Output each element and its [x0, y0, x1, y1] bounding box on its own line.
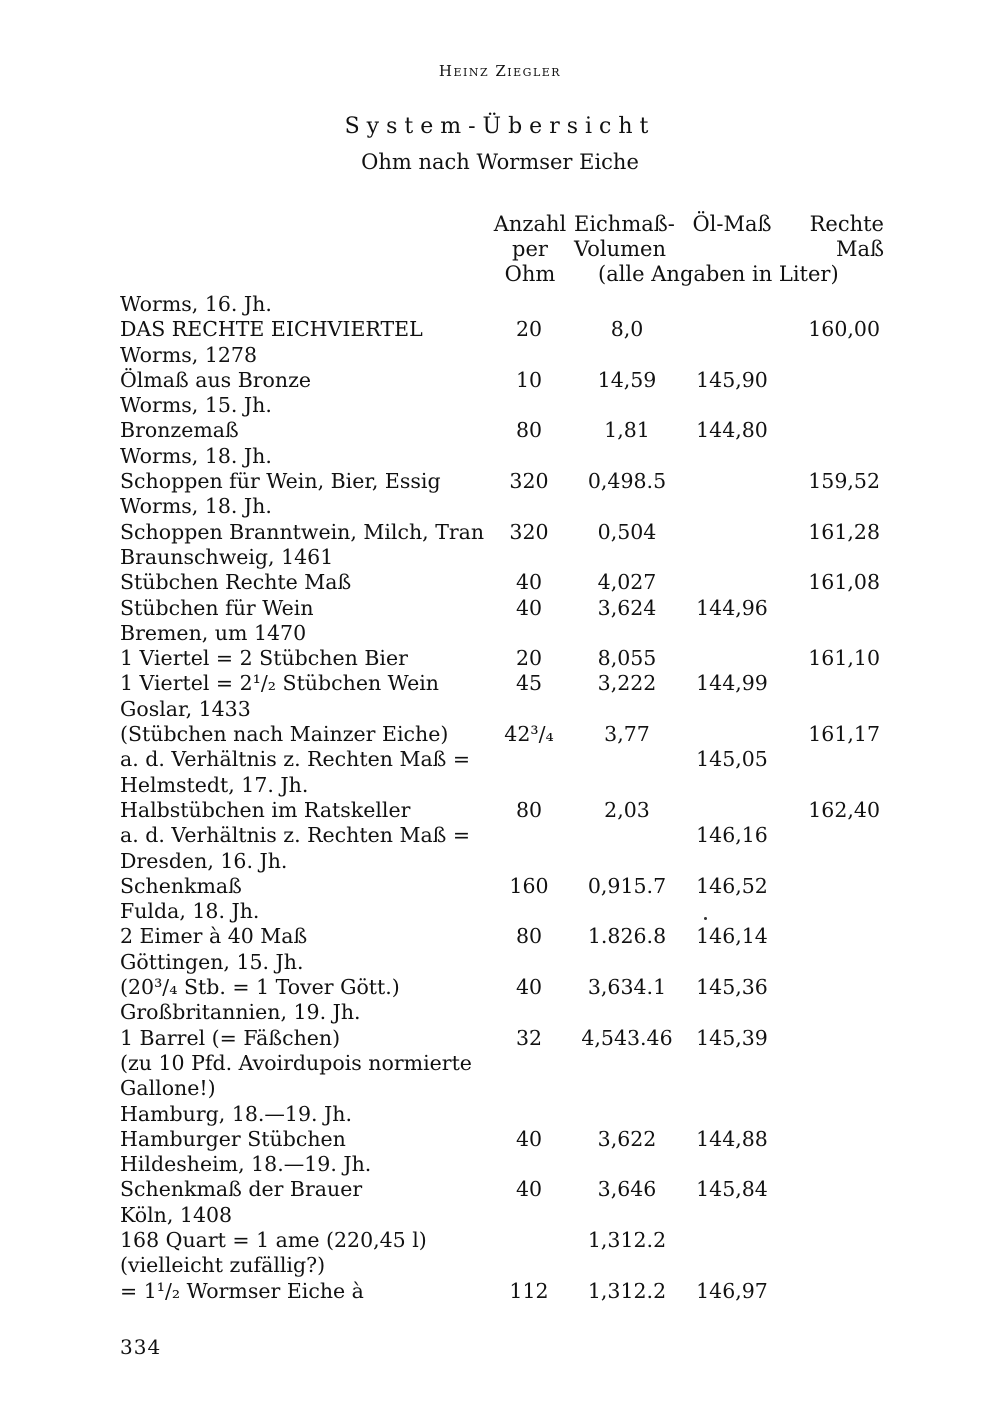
table-row: [0, 1253, 1000, 1278]
row-label: Schenkmaß: [120, 873, 242, 898]
row-volume: 1.826.8: [587, 924, 667, 949]
table-row: [0, 722, 1000, 747]
row-right: 161,08: [808, 570, 880, 595]
table-row: [0, 646, 1000, 671]
row-volume: 3,646: [597, 1177, 657, 1202]
table-row: [0, 950, 1000, 975]
row-label: a. d. Verhältnis z. Rechten Maß =: [120, 747, 471, 772]
row-count: 40: [515, 595, 543, 620]
row-right: 162,40: [808, 797, 880, 822]
row-label: Worms, 16. Jh.: [120, 292, 272, 316]
row-volume: 1,312.2: [587, 1227, 667, 1252]
row-oil: 144,99: [696, 671, 768, 696]
table-row: [0, 697, 1000, 722]
row-right: 160,00: [808, 317, 880, 342]
table-row: [0, 393, 1000, 418]
table-row: [0, 469, 1000, 494]
row-volume: 4,543.46: [581, 1025, 673, 1050]
table-row: [0, 418, 1000, 443]
row-count: 40: [515, 1177, 543, 1202]
row-oil: 144,96: [696, 595, 768, 620]
table-row: [0, 1127, 1000, 1152]
column-header-volume: Eichmaß- Volumen: [574, 212, 675, 261]
table-row: [0, 1228, 1000, 1253]
row-right: 159,52: [808, 469, 880, 494]
row-oil: 146,14: [696, 924, 768, 949]
row-volume: 3,624: [597, 595, 657, 620]
row-label: Worms, 18. Jh.: [120, 443, 272, 468]
table-row: [0, 773, 1000, 798]
row-oil: 144,88: [696, 1126, 768, 1151]
row-label: Hildesheim, 18.—19. Jh.: [120, 1152, 372, 1177]
row-oil: 145,36: [696, 975, 768, 1000]
table-row: [0, 975, 1000, 1000]
row-volume: 1,312.2: [587, 1278, 667, 1303]
row-count: 40: [515, 975, 543, 1000]
row-count: 80: [515, 924, 543, 949]
row-label: Stübchen für Wein: [120, 595, 314, 620]
row-count: 80: [515, 797, 543, 822]
stray-dot: [704, 917, 707, 920]
row-label: Worms, 15. Jh.: [120, 393, 272, 418]
row-oil: 146,16: [696, 823, 768, 848]
row-label: Schenkmaß der Brauer: [120, 1177, 363, 1202]
row-oil: 144,80: [696, 418, 768, 443]
table-row: [0, 1279, 1000, 1304]
row-label: Dresden, 16. Jh.: [120, 848, 288, 873]
row-volume: 14,59: [597, 367, 657, 392]
row-label: 1 Viertel = 2 Stübchen Bier: [120, 646, 408, 671]
page-title: System-Übersicht: [344, 114, 656, 139]
row-label: (zu 10 Pfd. Avoirdupois normierte: [120, 1050, 472, 1075]
row-label: Hamburger Stübchen: [120, 1126, 346, 1151]
table-row: [0, 1102, 1000, 1127]
row-volume: 3,634.1: [587, 975, 667, 1000]
row-count: 80: [515, 418, 543, 443]
page-number: 334: [120, 1335, 162, 1359]
table-row: [0, 924, 1000, 949]
row-right: 161,17: [808, 722, 880, 747]
table-row: [0, 343, 1000, 368]
row-label: Goslar, 1433: [120, 696, 251, 721]
row-label: (vielleicht zufällig?): [120, 1253, 326, 1278]
row-count: 320: [509, 469, 549, 494]
row-label: Braunschweig, 1461: [120, 544, 334, 569]
row-oil: 145,84: [696, 1177, 768, 1202]
row-count: 10: [515, 367, 543, 392]
row-label: (Stübchen nach Mainzer Eiche): [120, 722, 449, 747]
row-count: 20: [515, 646, 543, 671]
row-count: 20: [515, 317, 543, 342]
table-row: [0, 671, 1000, 696]
row-oil: 146,97: [696, 1278, 768, 1303]
row-volume: 1,81: [604, 418, 650, 443]
row-volume: 0,498.5: [587, 469, 667, 494]
row-oil: 145,05: [696, 747, 768, 772]
row-label: Ölmaß aus Bronze: [120, 367, 312, 392]
row-oil: 146,52: [696, 873, 768, 898]
table-row: [0, 874, 1000, 899]
row-label: Bremen, um 1470: [120, 620, 307, 645]
table-row: [0, 1000, 1000, 1025]
row-oil: 145,39: [696, 1025, 768, 1050]
row-label: 168 Quart = 1 ame (220,45 l): [120, 1227, 427, 1252]
row-label: Köln, 1408: [120, 1202, 233, 1227]
row-count: 42³/₄: [504, 722, 554, 747]
row-volume: 8,055: [597, 646, 657, 671]
column-header-right: Rechte Maß: [809, 212, 884, 261]
row-label: Großbritannien, 19. Jh.: [120, 1000, 361, 1025]
table-row: [0, 1203, 1000, 1228]
table-row: [0, 798, 1000, 823]
table-row: [0, 368, 1000, 393]
table-row: [0, 570, 1000, 595]
table-row: [0, 292, 1000, 317]
row-label: Hamburg, 18.—19. Jh.: [120, 1101, 352, 1126]
row-label: Halbstübchen im Ratskeller: [120, 797, 411, 822]
row-right: 161,28: [808, 519, 880, 544]
table-row: [0, 823, 1000, 848]
row-label: Bronzemaß: [120, 418, 239, 443]
row-label: 1 Viertel = 2¹/₂ Stübchen Wein: [120, 671, 439, 696]
row-label: = 1¹/₂ Wormser Eiche à: [120, 1278, 364, 1303]
table-row: [0, 849, 1000, 874]
running-header: Heinz Ziegler: [438, 62, 562, 80]
row-volume: 3,222: [597, 671, 657, 696]
table-row: [0, 621, 1000, 646]
table-row: [0, 899, 1000, 924]
row-volume: 3,77: [604, 722, 650, 747]
row-count: 320: [509, 519, 549, 544]
table-row: [0, 494, 1000, 519]
row-oil: 145,90: [696, 367, 768, 392]
row-count: 160: [509, 873, 549, 898]
row-label: DAS RECHTE EICHVIERTEL: [120, 317, 423, 342]
row-count: 40: [515, 570, 543, 595]
row-label: Gallone!): [120, 1076, 216, 1101]
row-volume: 0,504: [597, 519, 657, 544]
row-label: Schoppen für Wein, Bier, Essig: [120, 469, 441, 494]
table-row: [0, 1177, 1000, 1202]
table-row: [0, 1051, 1000, 1076]
row-count: 40: [515, 1126, 543, 1151]
column-header-count: Anzahl per Ohm: [493, 212, 567, 286]
column-header-oil: Öl-Maß: [692, 212, 772, 236]
table-row: [0, 747, 1000, 772]
table-row: [0, 596, 1000, 621]
row-label: Helmstedt, 17. Jh.: [120, 772, 309, 797]
row-count: 45: [515, 671, 543, 696]
table-row: [0, 444, 1000, 469]
row-count: 32: [515, 1025, 543, 1050]
table-row: [0, 545, 1000, 570]
row-volume: 2,03: [604, 797, 650, 822]
units-note: (alle Angaben in Liter): [598, 262, 839, 286]
table-row: [0, 1026, 1000, 1051]
row-label: 1 Barrel (= Fäßchen): [120, 1025, 341, 1050]
row-volume: 3,622: [597, 1126, 657, 1151]
row-label: Stübchen Rechte Maß: [120, 570, 352, 595]
table-row: [0, 520, 1000, 545]
row-volume: 0,915.7: [587, 873, 667, 898]
row-label: a. d. Verhältnis z. Rechten Maß =: [120, 823, 471, 848]
row-label: Schoppen Branntwein, Milch, Tran: [120, 519, 485, 544]
row-label: (20³/₄ Stb. = 1 Tover Gött.): [120, 975, 400, 1000]
row-right: 161,10: [808, 646, 880, 671]
row-label: Worms, 1278: [120, 342, 257, 367]
row-label: Worms, 18. Jh.: [120, 494, 272, 519]
table-row: [0, 317, 1000, 342]
data-table: [0, 292, 1000, 1304]
row-label: Göttingen, 15. Jh.: [120, 949, 304, 974]
row-volume: 8,0: [610, 317, 644, 342]
row-label: Fulda, 18. Jh.: [120, 899, 260, 924]
row-count: 112: [509, 1278, 549, 1303]
table-row: [0, 1076, 1000, 1101]
table-row: [0, 1152, 1000, 1177]
row-volume: 4,027: [597, 570, 657, 595]
row-label: 2 Eimer à 40 Maß: [120, 924, 308, 949]
page-subtitle: Ohm nach Wormser Eiche: [361, 150, 639, 174]
